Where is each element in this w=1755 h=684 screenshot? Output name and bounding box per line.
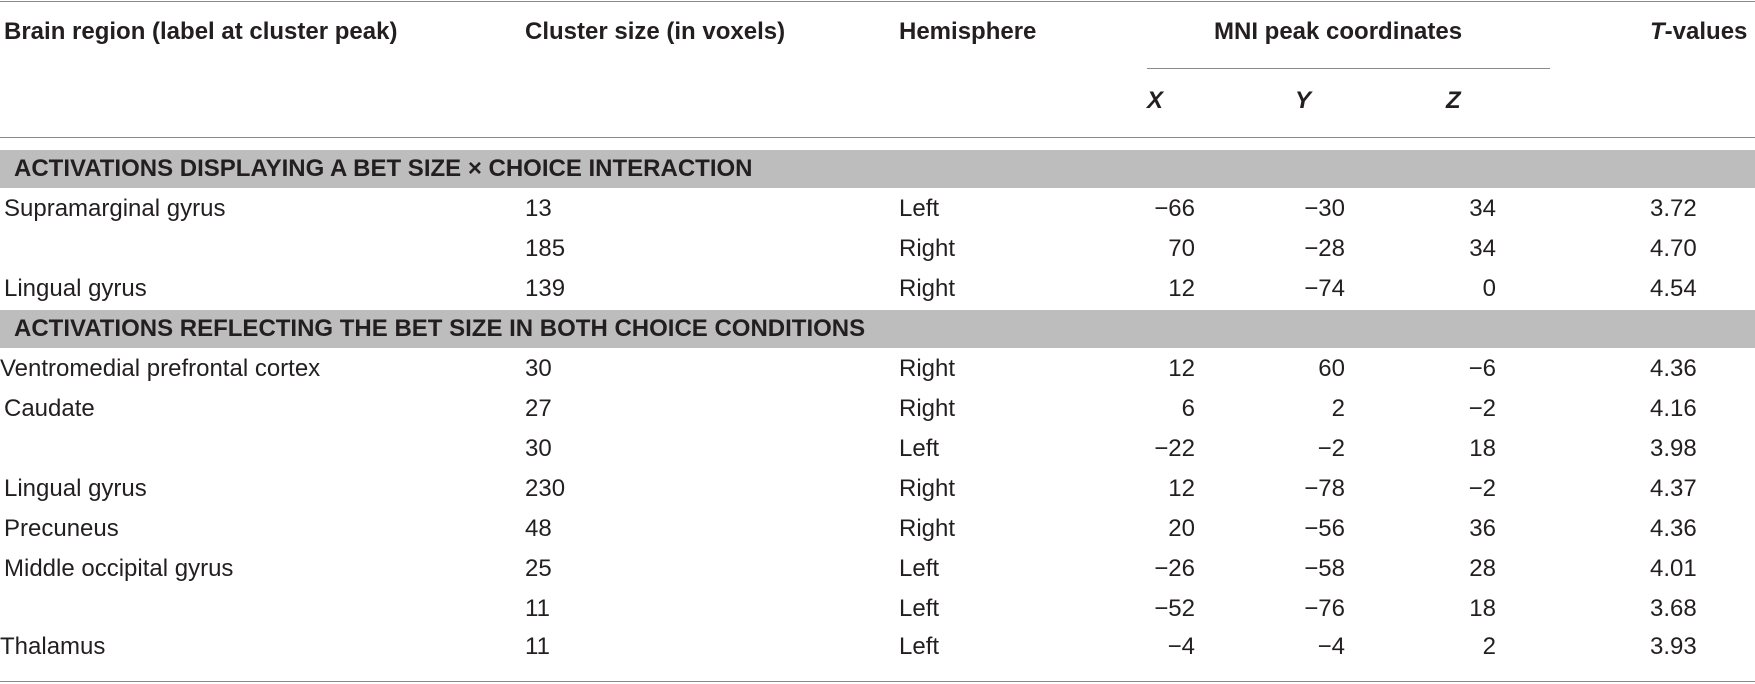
cell-hemisphere: Left [899,195,940,222]
header-brain-region: Brain region (label at cluster peak) [4,18,398,45]
cell-hemisphere: Right [899,395,956,422]
cell-y: −74 [1304,275,1345,302]
table-top-rule [0,1,1755,2]
cell-x: 12 [1168,275,1195,302]
cell-hemisphere: Left [899,435,940,462]
cell-t-value: 4.36 [1650,355,1697,382]
cell-t-value: 4.36 [1650,515,1697,542]
cell-t-value: 3.98 [1650,435,1697,462]
cell-hemisphere: Right [899,355,956,382]
cell-cluster-size: 230 [525,475,566,502]
cell-y: −4 [1317,633,1345,660]
table-row [0,429,1755,469]
cell-t-value: 4.01 [1650,555,1697,582]
table-row [0,549,1755,589]
cell-cluster-size: 30 [525,355,552,382]
table-row [0,627,1755,667]
cell-cluster-size: 11 [525,633,550,660]
cell-cluster-size: 27 [525,395,552,422]
cell-hemisphere: Right [899,275,956,302]
mni-header-rule [1147,68,1550,69]
cell-x: −52 [1154,595,1195,622]
table-row [0,589,1755,629]
cell-y: −78 [1304,475,1345,502]
cell-t-value: 4.54 [1650,275,1697,302]
header-t-values [1650,18,1747,46]
cell-y: −2 [1317,435,1345,462]
table-row [0,229,1755,269]
cell-cluster-size: 139 [525,275,566,302]
cell-t-value: 3.93 [1650,633,1697,660]
cell-cluster-size: 30 [525,435,552,462]
header-t-letter: T [1650,18,1665,45]
table-row [0,349,1755,389]
cell-z: −2 [1468,475,1496,502]
cell-z: −6 [1468,355,1496,382]
cell-hemisphere: Right [899,235,956,262]
cell-region: Lingual gyrus [4,275,147,302]
cell-hemisphere: Right [899,475,956,502]
cell-x: −66 [1154,195,1195,222]
cell-x: −26 [1154,555,1195,582]
header-y: Y [1295,87,1312,114]
cell-y: −56 [1304,515,1345,542]
cell-z: 34 [1469,195,1496,222]
cell-t-value: 3.68 [1650,595,1697,622]
section-heading: ACTIVATIONS REFLECTING THE BET SIZE IN BOTH CHOICE CONDITIONS [0,310,1755,348]
cell-x: 6 [1181,395,1195,422]
table-row [0,469,1755,509]
cell-hemisphere: Left [899,633,940,660]
cell-y: −58 [1304,555,1345,582]
cell-region: Precuneus [4,515,119,542]
cell-t-value: 3.72 [1650,195,1697,222]
cell-z: 2 [1482,633,1496,660]
header-cluster-size: Cluster size (in voxels) [525,18,786,45]
header-hemisphere: Hemisphere [899,18,1037,45]
cell-z: 34 [1469,235,1496,262]
cell-region: Supramarginal gyrus [4,195,226,222]
cell-region: Middle occipital gyrus [4,555,234,582]
cell-hemisphere: Left [899,595,940,622]
cell-x: 12 [1168,475,1195,502]
cell-x: −22 [1154,435,1195,462]
cell-x: 70 [1168,235,1195,262]
cell-z: 0 [1482,275,1496,302]
cell-y: −30 [1304,195,1345,222]
cell-x: 20 [1168,515,1195,542]
cell-z: 18 [1469,435,1496,462]
section-heading: ACTIVATIONS DISPLAYING A BET SIZE × CHOICE INTERACTION [0,150,1755,188]
cell-region: Lingual gyrus [4,475,147,502]
cell-cluster-size: 13 [525,195,552,222]
cell-z: −2 [1468,395,1496,422]
table-row [0,189,1755,229]
cell-hemisphere: Right [899,515,956,542]
cell-z: 28 [1469,555,1496,582]
cell-y: 2 [1331,395,1345,422]
cell-y: −76 [1304,595,1345,622]
cell-cluster-size: 25 [525,555,552,582]
cell-x: 12 [1168,355,1195,382]
table-bottom-rule [0,681,1755,682]
cell-region: Thalamus [0,633,106,660]
cell-x: −4 [1167,633,1195,660]
header-bottom-rule [0,137,1755,138]
header-z: Z [1446,87,1461,114]
cell-hemisphere: Left [899,555,940,582]
cell-cluster-size: 48 [525,515,552,542]
cell-t-value: 4.70 [1650,235,1697,262]
header-x: X [1147,87,1164,114]
cell-region: Caudate [4,395,95,422]
cell-region: Ventromedial prefrontal cortex [0,355,321,382]
table-row [0,389,1755,429]
cell-z: 36 [1469,515,1496,542]
cell-t-value: 4.16 [1650,395,1697,422]
cell-y: 60 [1318,355,1345,382]
cell-cluster-size: 185 [525,235,566,262]
cell-z: 18 [1469,595,1496,622]
table-row [0,509,1755,549]
table-row [0,269,1755,309]
cell-t-value: 4.37 [1650,475,1697,502]
header-t-suffix: -values [1664,18,1748,45]
cell-y: −28 [1304,235,1345,262]
cell-cluster-size: 11 [525,595,550,622]
header-mni-coordinates: MNI peak coordinates [1214,18,1463,45]
